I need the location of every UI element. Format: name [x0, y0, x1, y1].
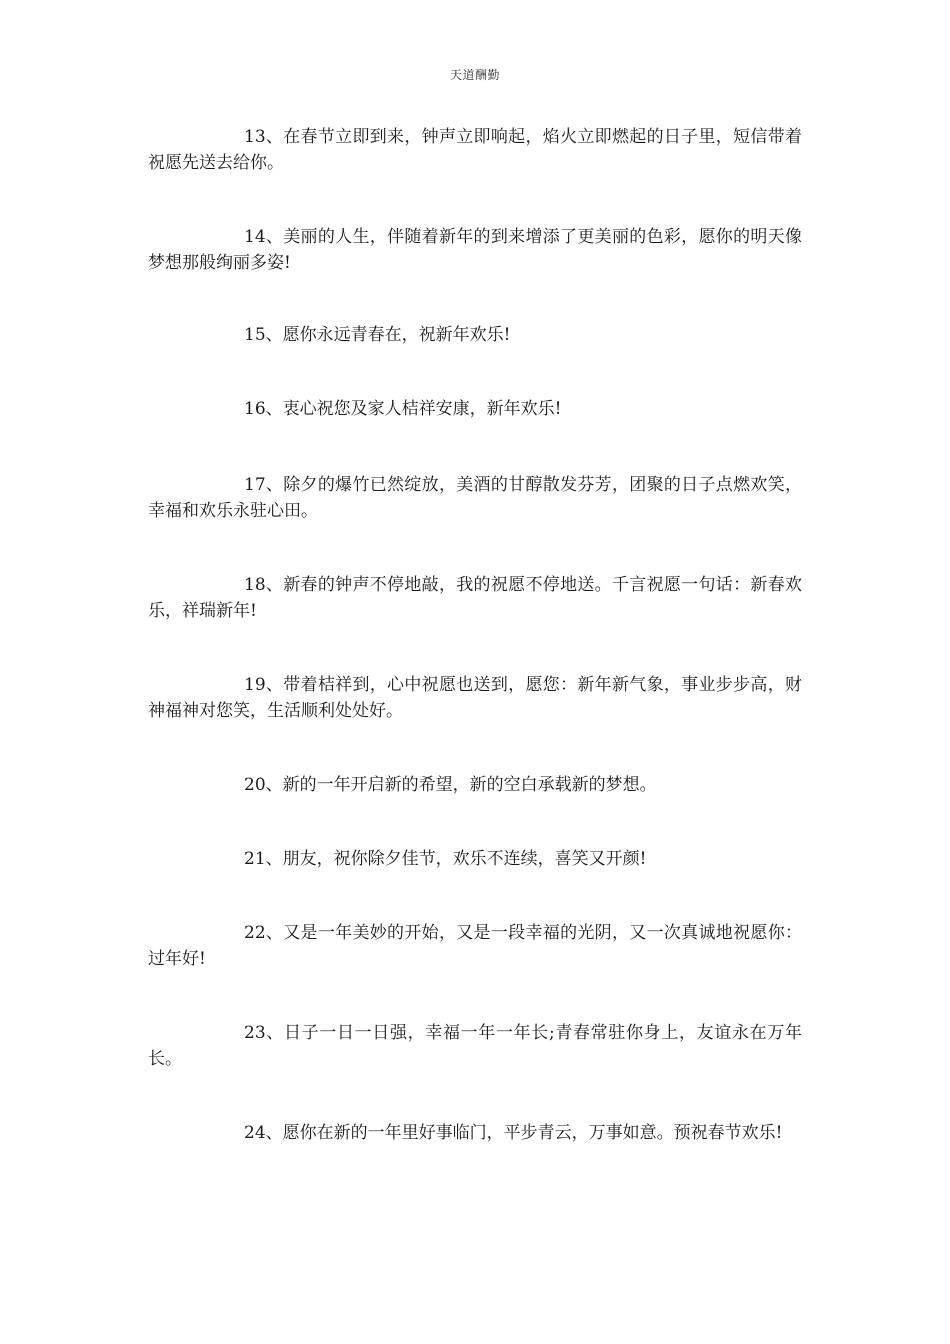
paragraph-23: 23、日子一日一日强，幸福一年一年长;青春常驻你身上，友谊永在万年长。 — [148, 1023, 802, 1069]
document-body — [148, 124, 802, 1146]
paragraph-16: 16、衷心祝您及家人桔祥安康，新年欢乐! — [244, 399, 562, 419]
paragraph-17: 17、除夕的爆竹已然绽放，美酒的甘醇散发芬芳，团聚的日子点燃欢笑，幸福和欢乐永驻心田。 — [148, 475, 802, 521]
paragraph-22: 22、又是一年美妙的开始，又是一段幸福的光阴，又一次真诚地祝愿你：过年好! — [148, 923, 802, 969]
paragraph-19: 19、带着桔祥到，心中祝愿也送到，愿您：新年新气象，事业步步高，财神福神对您笑，生活顺利处处好。 — [148, 675, 802, 721]
paragraph-15: 15、愿你永远青春在，祝新年欢乐! — [244, 325, 511, 345]
paragraph-21: 21、朋友，祝你除夕佳节，欢乐不连续，喜笑又开颜! — [244, 849, 647, 869]
paragraph-18: 18、新春的钟声不停地敲，我的祝愿不停地送。千言祝愿一句话：新春欢乐，祥瑞新年! — [148, 575, 802, 621]
paragraph-13: 13、在春节立即到来，钟声立即响起，焰火立即燃起的日子里，短信带着祝愿先送去给你。 — [148, 127, 802, 173]
paragraph-20: 20、新的一年开启新的希望，新的空白承载新的梦想。 — [244, 775, 657, 795]
page-header: 天道酬勤 — [449, 68, 500, 82]
paragraph-14: 14、美丽的人生，伴随着新年的到来增添了更美丽的色彩，愿你的明天像梦想那般绚丽多姿! — [148, 227, 802, 273]
paragraph-24: 24、愿你在新的一年里好事临门，平步青云，万事如意。预祝春节欢乐! — [244, 1123, 783, 1143]
